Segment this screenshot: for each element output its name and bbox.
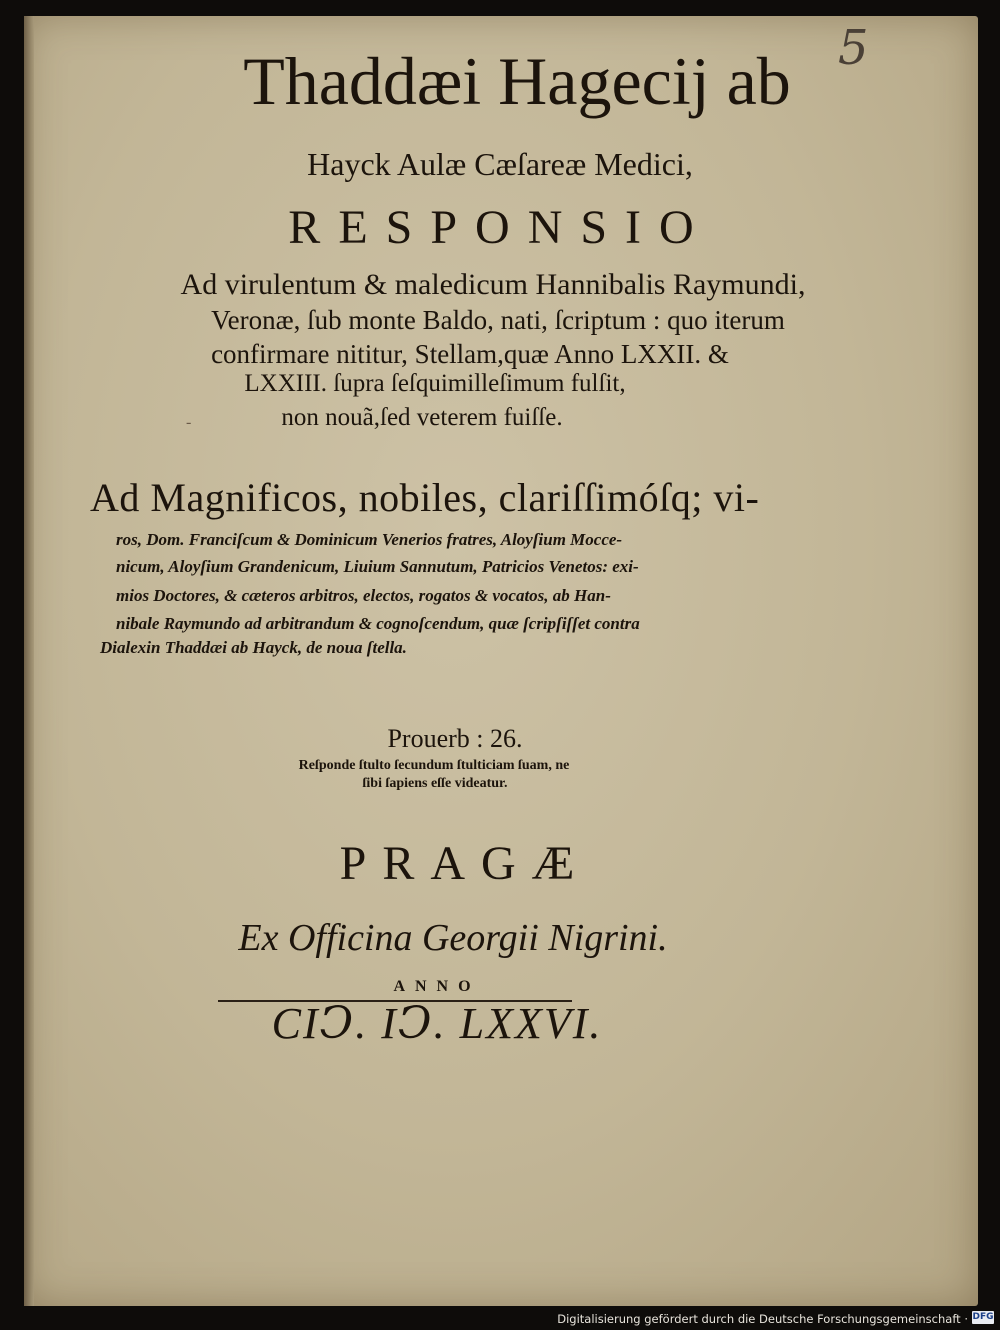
dfg-logo-icon: DFG xyxy=(972,1312,994,1322)
dedication-line-6: Dialexin Thaddæi ab Hayck, de noua ſtella. xyxy=(100,638,407,657)
dedication-line-5: nibale Raymundo ad arbitrandum & cognoſcendum, quæ ſcripſiſſet contra xyxy=(116,614,640,633)
dedication-line-3: nicum, Aloyſium Grandenicum, Liuium Sannutum, Patricios Venetos: exi- xyxy=(116,557,639,576)
proverb-line-1: Reſponde ſtulto ſecundum ſtulticiam ſuam, ne xyxy=(298,758,570,773)
dedication-line-2: ros, Dom. Franciſcum & Dominicum Venerios fratres, Aloyſium Mocce- xyxy=(116,530,623,549)
body-line-4: LXXIII. ſupra ſeſquimilleſimum fulſit, xyxy=(244,370,626,397)
margin-mark: - xyxy=(186,414,192,431)
anno-label: ANNO xyxy=(393,978,481,995)
proverb-reference: Prouerb : 26. xyxy=(387,724,523,753)
body-line-2: Veronæ, ſub monte Baldo, nati, ſcriptum : quo iterum xyxy=(211,305,785,335)
imprint-place: PRAGÆ xyxy=(339,837,591,890)
body-line-1: Ad virulentum & maledicum Hannibalis Raymundi, xyxy=(180,268,806,301)
imprint-printer: Ex Officina Georgii Nigrini. xyxy=(238,917,668,959)
dedication-line-4: mios Doctores, & cæteros arbitros, electos, rogatos & vocatos, ab Han- xyxy=(116,586,611,605)
body-line-3: confirmare nititur, Stellam,quæ Anno LXXII. & xyxy=(211,339,729,369)
proverb-line-2: ſibi ſapiens eſſe videatur. xyxy=(362,776,508,791)
work-title: RESPONSIO xyxy=(288,201,712,254)
folio-number: 5 xyxy=(838,20,869,76)
imprint-year: CIↃ. IↃ. LXXVI. xyxy=(271,999,603,1048)
dedication-line-1: Ad Magnificos, nobiles, clariſſimóſq; vi- xyxy=(90,475,760,520)
author-title: Hayck Aulæ Cæſareæ Medici, xyxy=(307,146,693,182)
funding-note: Digitalisierung gefördert durch die Deutsche Forschungsgemeinschaft · xyxy=(557,1312,968,1326)
body-line-5: non nouã,ſed veterem fuiſſe. xyxy=(281,404,563,431)
author-name: Thaddæi Hagecij ab xyxy=(243,43,791,119)
